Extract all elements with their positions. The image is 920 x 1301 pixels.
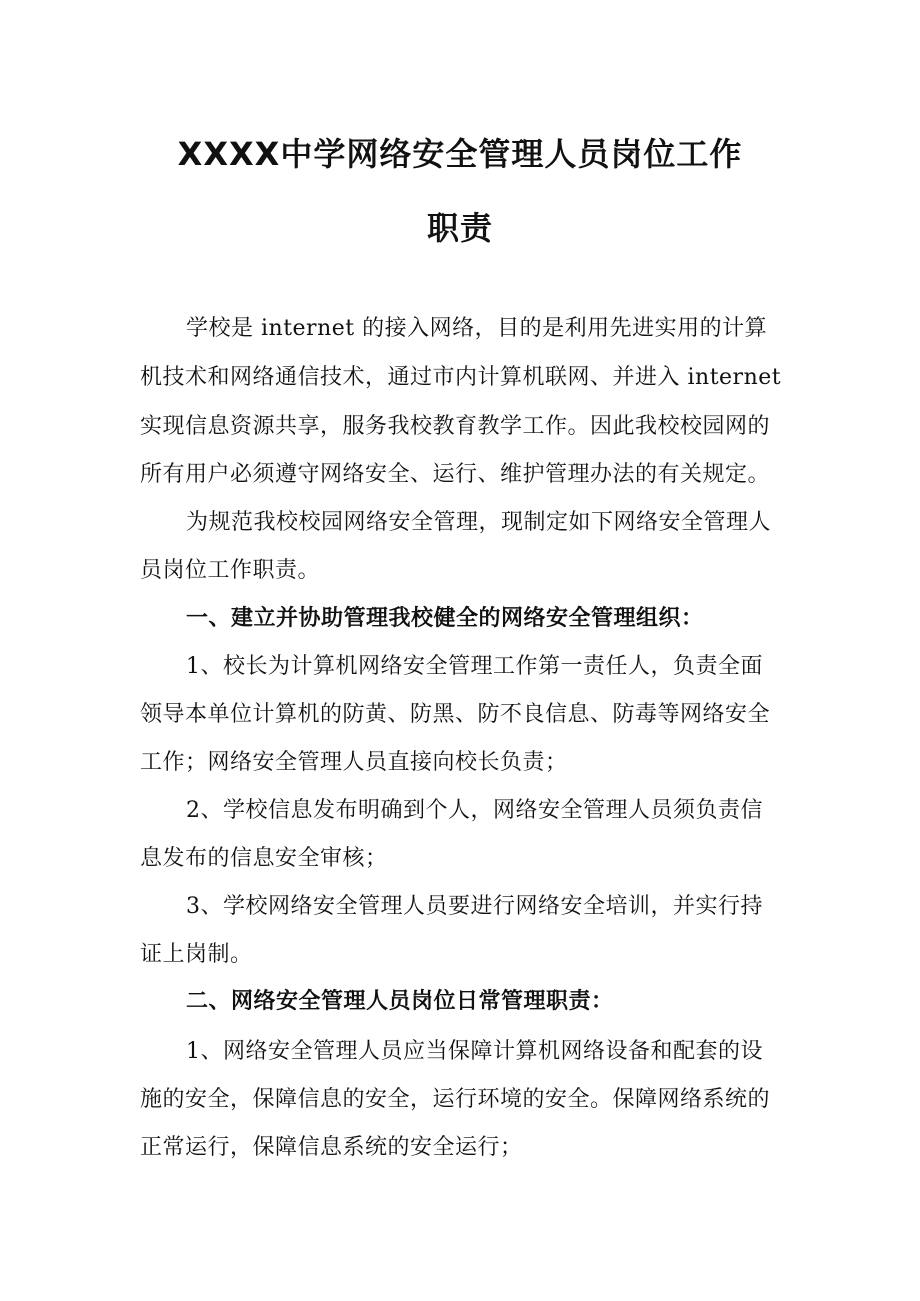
paragraph-line: 为规范我校校园网络安全管理，现制定如下网络安全管理人 xyxy=(186,510,772,535)
section-heading-2: 二、网络安全管理人员岗位日常管理职责： xyxy=(186,989,614,1014)
paragraph-line: 施的安全，保障信息的安全，运行环境的安全。保障网络系统的 xyxy=(140,1087,771,1112)
paragraph-line: 正常运行，保障信息系统的安全运行； xyxy=(140,1135,523,1160)
section-heading-1: 一、建立并协助管理我校健全的网络安全管理组织： xyxy=(186,606,704,631)
paragraph-line: 证上岗制。 xyxy=(140,942,253,967)
paragraph-line: 领导本单位计算机的防黄、防黑、防不良信息、防毒等网络安全 xyxy=(140,702,771,727)
paragraph-line: 3、学校网络安全管理人员要进行网络安全培训，并实行持 xyxy=(186,894,763,919)
paragraph-line: 学校是 internet 的接入网络，目的是利用先进实用的计算 xyxy=(186,316,768,341)
paragraph-line: 机技术和网络通信技术，通过市内计算机联网、并进入 internet xyxy=(140,365,782,390)
paragraph-line: 息发布的信息安全审核； xyxy=(140,846,388,871)
paragraph-line: 所有用户必须遵守网络安全、运行、维护管理办法的有关规定。 xyxy=(140,462,771,487)
paragraph-line: 1、校长为计算机网络安全管理工作第一责任人，负责全面 xyxy=(186,654,763,679)
paragraph-line: 员岗位工作职责。 xyxy=(140,558,321,583)
paragraph-line: 2、学校信息发布明确到个人，网络安全管理人员须负责信 xyxy=(186,798,763,823)
document-title-line-2: 职责 xyxy=(426,209,493,247)
paragraph-line: 1、网络安全管理人员应当保障计算机网络设备和配套的设 xyxy=(186,1039,763,1064)
paragraph-line: 实现信息资源共享，服务我校教育教学工作。因此我校校园网的 xyxy=(140,414,771,439)
paragraph-line: 工作；网络安全管理人员直接向校长负责； xyxy=(140,750,568,775)
document-title-line-1: XXXX中学网络安全管理人员岗位工作 xyxy=(177,135,743,173)
